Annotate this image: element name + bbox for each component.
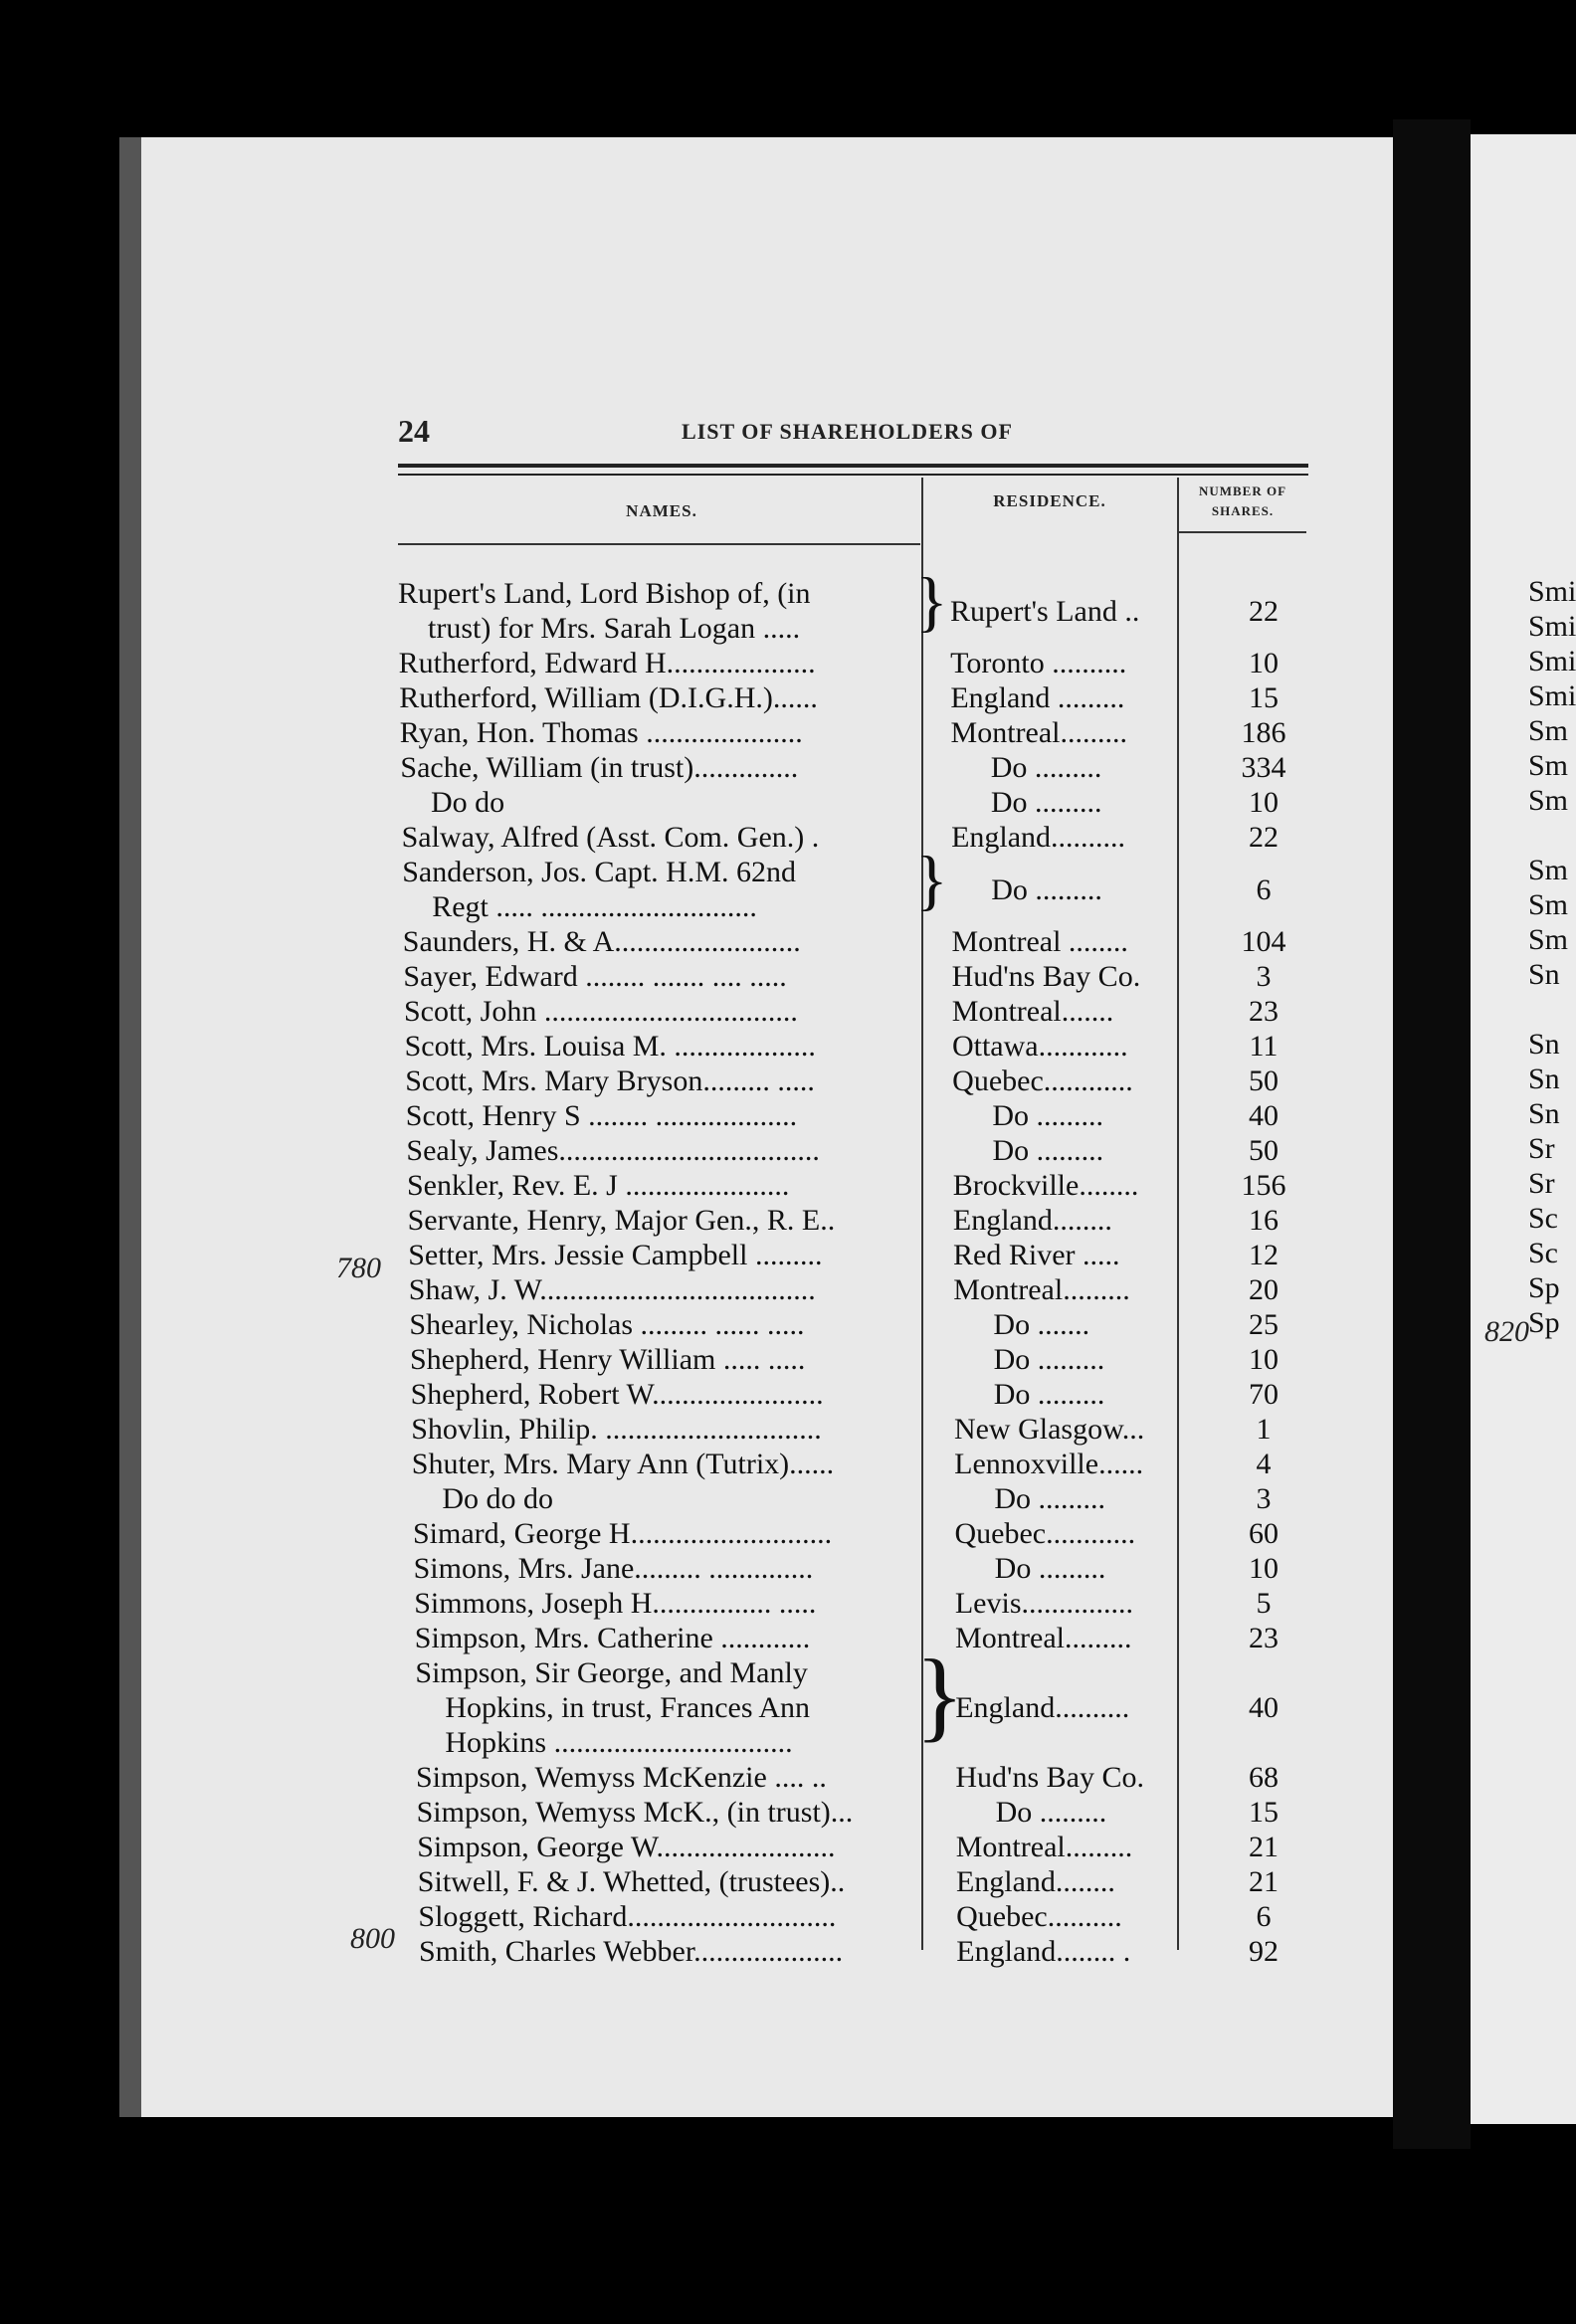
residence-cell: Quebec............ — [952, 1065, 1133, 1097]
shares-cell: 60 — [1249, 1517, 1279, 1550]
residence-cell: Do ......... — [994, 1552, 1106, 1585]
shareholder-name: Simpson, Sir George, and Manly — [415, 1656, 808, 1689]
shares-cell: 11 — [1249, 1030, 1279, 1063]
table-row — [398, 1640, 1313, 1761]
table-row — [398, 1448, 1313, 1482]
residence-cell: Hud'ns Bay Co. — [951, 960, 1141, 993]
right-page-fragment: Smi — [1528, 645, 1576, 678]
shareholder-name: Scott, John .................................. — [404, 995, 798, 1028]
right-page-fragment: Sc — [1528, 1237, 1558, 1269]
shareholder-name: Servante, Henry, Major Gen., R. E.. — [407, 1204, 836, 1237]
residence-cell: Do ......... — [992, 1134, 1104, 1167]
shares-cell: 6 — [1256, 1900, 1272, 1933]
table-row — [398, 1343, 1313, 1378]
running-title: LIST OF SHAREHOLDERS OF — [682, 419, 1013, 444]
residence-cell: Toronto .......... — [950, 647, 1127, 679]
brace-glyph: } — [915, 842, 948, 917]
shares-cell: 186 — [1241, 716, 1286, 749]
shareholder-name: Scott, Henry S ........ ................... — [405, 1099, 798, 1132]
residence-cell: Do ......... — [993, 1378, 1105, 1411]
table-row — [398, 1308, 1313, 1343]
right-page-fragment: Sc — [1528, 1202, 1558, 1235]
shares-cell: 3 — [1256, 960, 1272, 993]
table-row — [398, 1517, 1313, 1552]
shareholder-name: Shearley, Nicholas ......... ...... ..... — [409, 1308, 805, 1341]
table-row — [398, 960, 1313, 995]
names-header-rule — [398, 543, 920, 545]
right-page-fragment: Sm — [1528, 888, 1569, 921]
residence-cell: Quebec.......... — [956, 1900, 1122, 1933]
margin-note: 800 — [350, 1922, 395, 1955]
table-row — [398, 1935, 1313, 1970]
shareholder-name: Sitwell, F. & J. Whetted, (trustees).. — [417, 1865, 846, 1898]
shares-cell: 20 — [1249, 1273, 1279, 1306]
right-page-fragment: Sr — [1528, 1132, 1555, 1165]
table-row — [398, 563, 1313, 647]
shares-column-header-line2: SHARES. — [1211, 503, 1275, 518]
right-page-fragment: Sr — [1528, 1167, 1555, 1200]
table-row — [398, 786, 1313, 821]
residence-cell: Do ....... — [993, 1308, 1090, 1341]
shares-cell: 68 — [1249, 1761, 1279, 1794]
shareholder-name: Scott, Mrs. Mary Bryson......... ..... — [405, 1065, 815, 1097]
shareholder-name: Sayer, Edward ........ ....... .... ..... — [403, 960, 787, 993]
residence-cell: New Glasgow... — [953, 1413, 1145, 1446]
shareholder-name: Setter, Mrs. Jessie Campbell ......... — [408, 1239, 823, 1271]
shares-cell: 10 — [1249, 1343, 1279, 1376]
shareholder-name: Sloggett, Richard............................ — [418, 1900, 837, 1933]
shareholder-name: Simard, George H........................... — [413, 1517, 833, 1550]
right-page-fragment: Sn — [1528, 1028, 1560, 1061]
table-row — [398, 1169, 1313, 1204]
shareholder-name: Shovlin, Philip. ............................. — [411, 1413, 822, 1446]
table-row — [398, 1134, 1313, 1169]
right-page-fragment: Sm — [1528, 854, 1569, 886]
shareholder-name: Salway, Alfred (Asst. Com. Gen.) . — [401, 821, 820, 854]
residence-cell: England........ — [955, 1865, 1115, 1898]
shares-cell: 22 — [1249, 821, 1279, 854]
table-row — [398, 1622, 1313, 1656]
table-row — [398, 1482, 1313, 1517]
residence-cell: England.......... — [951, 821, 1126, 854]
table-row — [398, 1065, 1313, 1099]
table-row — [398, 1796, 1313, 1831]
shareholder-name: Shepherd, Robert W....................... — [410, 1378, 824, 1411]
shares-cell: 50 — [1249, 1134, 1279, 1167]
brace-glyph: } — [915, 563, 948, 639]
margin-note: 780 — [336, 1252, 381, 1284]
residence-cell: Montreal......... — [950, 716, 1127, 749]
right-page-fragment: Smi — [1528, 575, 1576, 608]
residence-cell: Montreal ........ — [951, 925, 1128, 958]
residence-cell: Montreal......... — [953, 1273, 1130, 1306]
right-page-fragment: Sm — [1528, 714, 1569, 747]
shares-cell: 5 — [1256, 1587, 1272, 1620]
table-row — [398, 1552, 1313, 1587]
page-number: 24 — [398, 413, 430, 449]
shareholder-name: Rutherford, Edward H.................... — [398, 647, 816, 679]
shares-cell: 10 — [1249, 647, 1279, 679]
shareholder-name: Simons, Mrs. Jane......... .............. — [413, 1552, 814, 1585]
shares-cell: 156 — [1241, 1169, 1286, 1202]
shares-cell: 21 — [1249, 1865, 1279, 1898]
right-page-fragment: Sm — [1528, 923, 1569, 956]
residence-cell: Do ......... — [993, 1343, 1105, 1376]
residence-cell: Do ......... — [990, 786, 1102, 819]
residence-cell: Do ......... — [992, 1099, 1103, 1132]
shares-cell: 92 — [1249, 1935, 1279, 1968]
residence-cell: Rupert's Land .. — [950, 594, 1140, 628]
residence-cell: Do ......... — [994, 1482, 1105, 1515]
residence-cell: Red River ..... — [953, 1239, 1120, 1271]
shares-header-rule — [1177, 531, 1306, 533]
shareholder-name: Sealy, James................................... — [406, 1134, 820, 1167]
residence-cell: England........ — [952, 1204, 1112, 1237]
shareholder-name: Saunders, H. & A......................... — [402, 925, 801, 958]
shareholder-name: Simpson, Wemyss McK., (in trust)... — [416, 1796, 854, 1829]
shares-cell: 16 — [1249, 1204, 1279, 1237]
right-page-fragment: Sp — [1528, 1271, 1560, 1304]
shares-cell: 40 — [1249, 1099, 1279, 1132]
shareholder-name: Ryan, Hon. Thomas ..................... — [399, 716, 803, 749]
right-page-fragment: Sn — [1528, 958, 1560, 991]
residence-cell: Brockville........ — [952, 1169, 1139, 1202]
table-row — [398, 995, 1313, 1030]
shareholder-name: Do do do — [442, 1482, 554, 1515]
shareholder-name: Senkler, Rev. E. J ...................... — [407, 1169, 790, 1202]
names-column-header: NAMES. — [626, 501, 697, 520]
shares-cell: 334 — [1241, 751, 1286, 784]
table-row — [398, 1273, 1313, 1308]
shareholder-name: Smith, Charles Webber.................... — [419, 1935, 844, 1968]
shareholder-name: Shaw, J. W..................................... — [408, 1273, 816, 1306]
shares-cell: 40 — [1249, 1691, 1279, 1724]
header-rule-thin — [398, 474, 1308, 476]
shares-cell: 10 — [1249, 786, 1279, 819]
residence-cell: Lennoxville...... — [954, 1448, 1144, 1480]
shares-cell: 25 — [1249, 1308, 1279, 1341]
table-row — [398, 647, 1313, 681]
shareholder-name: Do do — [431, 786, 505, 819]
shares-cell: 6 — [1256, 872, 1272, 906]
residence-cell: Levis............... — [954, 1587, 1134, 1620]
residence-cell: Montreal....... — [951, 995, 1114, 1028]
residence-cell: Hud'ns Bay Co. — [955, 1761, 1144, 1794]
shares-cell: 22 — [1249, 594, 1279, 628]
right-page-fragment: Sn — [1528, 1063, 1560, 1095]
right-page-fragment: Sn — [1528, 1097, 1560, 1130]
table-row — [398, 1865, 1313, 1900]
table-row — [398, 1761, 1313, 1796]
table-row — [398, 716, 1313, 751]
shares-cell: 104 — [1241, 925, 1286, 958]
table-row — [398, 925, 1313, 960]
shareholder-name-continued: trust) for Mrs. Sarah Logan ..... — [428, 612, 801, 645]
shares-cell: 15 — [1249, 1796, 1279, 1829]
table-row — [398, 1030, 1313, 1065]
residence-cell: Do ......... — [991, 872, 1102, 906]
table-row — [398, 1413, 1313, 1448]
shareholder-name: Simpson, George W........................ — [417, 1831, 836, 1863]
shares-cell: 15 — [1249, 681, 1279, 714]
table-row — [398, 1204, 1313, 1239]
shareholder-name: Rupert's Land, Lord Bishop of, (in — [398, 577, 811, 610]
shares-cell: 21 — [1249, 1831, 1279, 1863]
shareholder-name: Simmons, Joseph H................ ..... — [414, 1587, 817, 1620]
brace-glyph: } — [915, 1640, 964, 1752]
shareholder-name: Shuter, Mrs. Mary Ann (Tutrix)...... — [411, 1448, 835, 1480]
table-row — [398, 1378, 1313, 1413]
residence-cell: Do ......... — [990, 751, 1102, 784]
table-row — [398, 1900, 1313, 1935]
right-page-fragment: Sm — [1528, 784, 1569, 817]
shareholder-name: Rutherford, William (D.I.G.H.)...... — [399, 681, 818, 714]
shares-cell: 3 — [1256, 1482, 1272, 1515]
residence-column-header: RESIDENCE. — [993, 491, 1106, 510]
shares-cell: 12 — [1249, 1239, 1279, 1271]
shares-column-header-line1: NUMBER OF — [1198, 484, 1287, 498]
table-row — [398, 751, 1313, 786]
shareholder-name: Simpson, Wemyss McKenzie .... .. — [416, 1761, 827, 1794]
table-row — [398, 681, 1313, 716]
shareholder-name-continued: Regt ..... ............................. — [432, 890, 757, 923]
table-row — [398, 1099, 1313, 1134]
shareholder-name: Sanderson, Jos. Capt. H.M. 62nd — [402, 856, 797, 888]
residence-cell: Quebec............ — [954, 1517, 1136, 1550]
shareholder-name-continued: Hopkins ................................ — [445, 1726, 793, 1759]
shareholder-name: Simpson, Mrs. Catherine ............ — [414, 1622, 811, 1654]
table-row — [398, 842, 1313, 925]
shares-cell: 4 — [1256, 1448, 1272, 1480]
right-page — [1471, 134, 1576, 2124]
table-row — [398, 821, 1313, 856]
shares-cell: 23 — [1249, 995, 1279, 1028]
page-header — [398, 413, 1313, 453]
shareholder-name: Shepherd, Henry William ..... ..... — [410, 1343, 806, 1376]
table-row — [398, 1239, 1313, 1273]
right-page-fragment: Sp — [1528, 1306, 1560, 1339]
table-row — [398, 1831, 1313, 1865]
residence-cell: Ottawa............ — [951, 1030, 1128, 1063]
residence-cell: England ......... — [950, 681, 1125, 714]
shares-cell: 10 — [1249, 1552, 1279, 1585]
shares-cell: 50 — [1249, 1065, 1279, 1097]
residence-cell: Montreal......... — [955, 1831, 1133, 1863]
residence-cell: Montreal......... — [955, 1622, 1132, 1654]
shareholder-name: Scott, Mrs. Louisa M. ................... — [404, 1030, 816, 1063]
shareholder-name: Sache, William (in trust).............. — [400, 751, 799, 784]
shares-cell: 70 — [1249, 1378, 1279, 1411]
right-page-fragment: Smi — [1528, 610, 1576, 643]
header-rule-thick — [398, 464, 1308, 468]
book-spine — [1393, 119, 1471, 2149]
right-page-fragment: Sm — [1528, 749, 1569, 782]
shareholder-name-continued: Hopkins, in trust, Frances Ann — [445, 1691, 811, 1724]
table-row — [398, 1587, 1313, 1622]
margin-note: 820 — [1484, 1315, 1529, 1348]
residence-cell: England.......... — [955, 1691, 1130, 1724]
residence-cell: Do ......... — [995, 1796, 1107, 1829]
shares-cell: 23 — [1249, 1622, 1279, 1654]
right-page-fragment: Smi — [1528, 679, 1576, 712]
residence-cell: England........ . — [956, 1935, 1131, 1968]
shares-cell: 1 — [1256, 1413, 1272, 1446]
